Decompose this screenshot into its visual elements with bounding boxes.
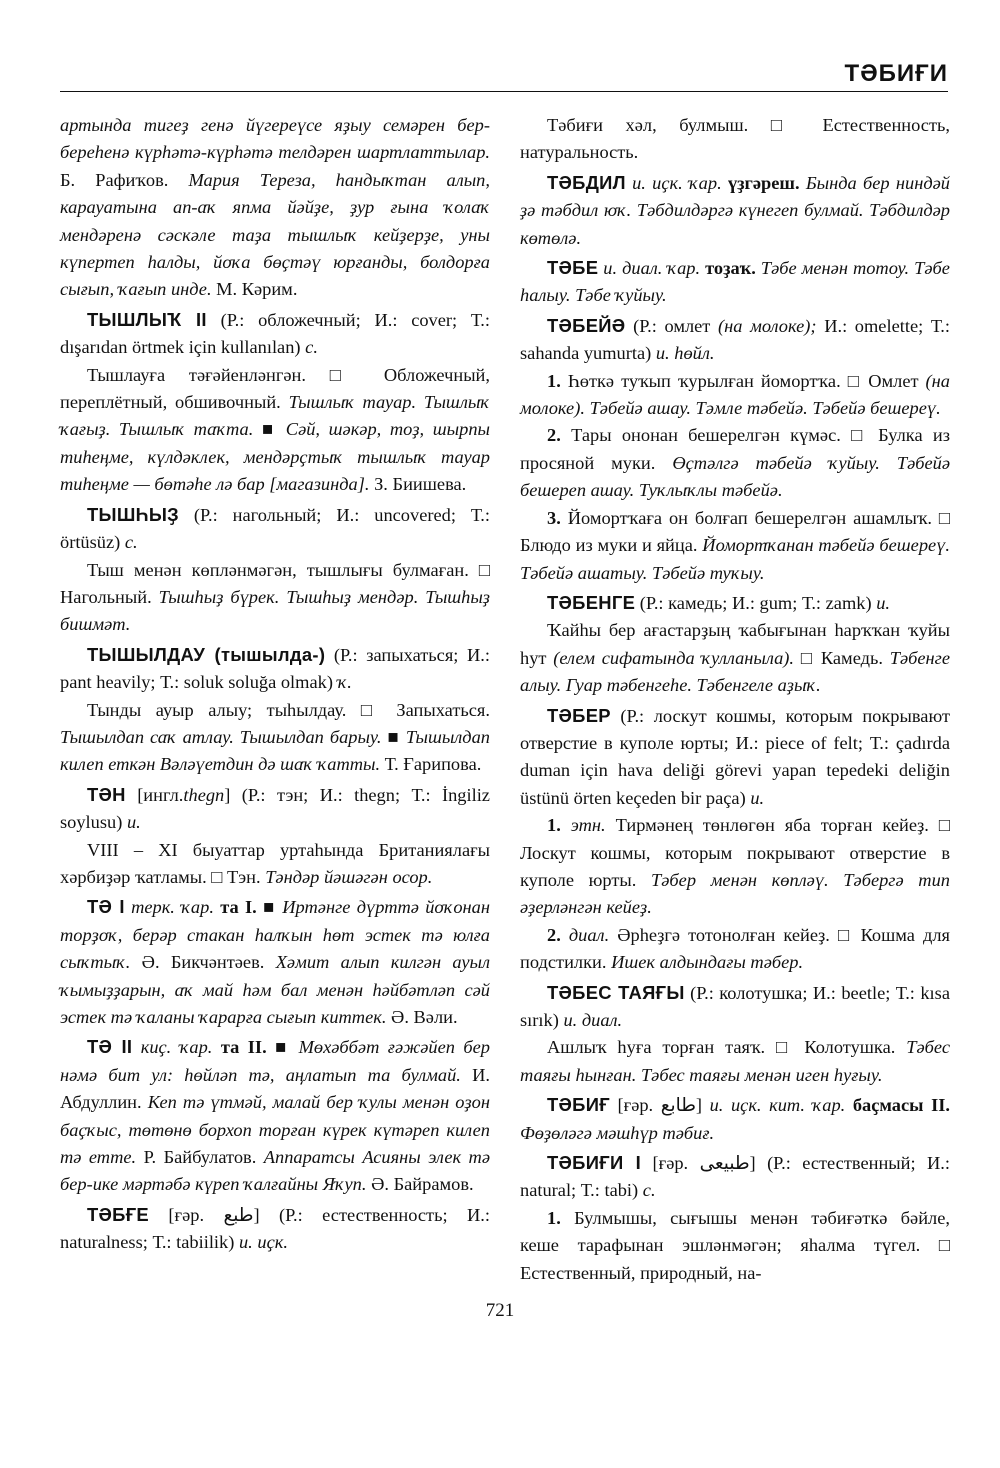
usage-label: и. диал. ҡар. — [603, 258, 701, 279]
usage-label: диал. — [568, 924, 610, 945]
example-text: Тышылдап килеп еткән Вәләүетдин дә шаҡ ҡатты. — [60, 726, 490, 775]
part-of-speech: и. иҫк. — [238, 1232, 288, 1253]
example-source: Ә. Бикчәнтәев. — [141, 952, 265, 973]
headword: ТӘН — [87, 783, 126, 805]
cross-reference: үҙгәреш. — [727, 172, 800, 193]
part-of-speech: и. һөйл. — [655, 343, 715, 364]
sense-number: 3. — [547, 507, 561, 528]
running-head: ТӘБИҒИ — [844, 60, 948, 87]
headword: ТЫШЫЛДАУ (тышылда-) — [87, 643, 326, 665]
translations: И.: omelette; Т.: sahanda yumurta) — [520, 315, 950, 364]
sense-definition: Ҡайһы бер ағастарҙың ҡабығынан һарҡҡан ҡуйы һут — [520, 620, 950, 668]
example-text: Тәбе менән тотоу. Тәбе һалыу. Тәбе ҡуйыу. — [520, 258, 950, 306]
part-of-speech: и. — [126, 812, 141, 833]
headword: ТӘ II — [87, 1036, 133, 1058]
part-of-speech: и. — [876, 592, 890, 613]
entry-tabig — [520, 1091, 950, 1147]
headword: ТӘБЕР — [547, 704, 611, 726]
example-source: И. Абдуллин. — [60, 1064, 490, 1113]
entry-sense — [60, 697, 490, 779]
translations: (Р.: обложечный; И.: cover; Т.: dışarıdan örtmek için kullanılan) — [60, 309, 491, 358]
part-of-speech: ҡ. — [337, 672, 352, 693]
headword: ТӘ I — [87, 896, 125, 918]
quote-marker-icon: ■ — [387, 726, 400, 747]
sense-definition: Тары ононан бешерелгән күмәс. □ Булка из просяной муки. — [520, 425, 950, 473]
part-of-speech: и. диал. — [563, 1010, 623, 1030]
etymology-end: ] — [749, 1153, 756, 1174]
etymology-end: ] — [253, 1204, 260, 1225]
cross-reference: тоҙаҡ. — [705, 258, 756, 279]
headword: ТӘБЕ — [547, 257, 599, 279]
etymology: [ғәр. — [617, 1095, 654, 1116]
example-text: Йомортҡанан тәбейә бешереү. Тәбейә ашатыу. Тәбейә туҡыу. — [520, 535, 950, 583]
etymology: [ингл. — [137, 784, 184, 805]
headword: ТӘБЕС ТАЯҒЫ — [547, 981, 685, 1003]
sense-number: 2. — [547, 924, 561, 945]
usage-label: этн. — [570, 815, 606, 836]
entry-ta-1 — [60, 893, 490, 1031]
example-text: Фөҙөләгә мәшһүр тәбиғ. — [520, 1122, 715, 1143]
sense-definition: Һөткә туҡып ҡурылған йомортҡа. □ Омлет — [567, 370, 919, 391]
translations: (Р.: запыхаться; И.: pant heavily; Т.: soluk soluğa olmak) — [60, 644, 490, 693]
header-rule — [60, 91, 948, 92]
entry-ta-2 — [60, 1033, 490, 1198]
entry-tabenge — [520, 589, 950, 617]
arabic-script: طبيعى — [699, 1153, 750, 1174]
example-text: Мария Тереза, һандыҡтан алып, карауатына ап-аҡ япма йәйҙе, ҙур ғына ҡолаҡ мендәренә сәскәле таҙа тышлыҡ кейҙерҙе, уны күпертеп һалды, йоҡа бөҫтәү юрғанды, болдорға сығып, ҡағып инде. — [60, 169, 490, 300]
example-source: Т. Ғарипова. — [384, 754, 482, 775]
sense-number: 2. — [547, 425, 561, 446]
example-source: Ә. Байрамов. — [371, 1174, 474, 1195]
continued-example — [60, 112, 490, 304]
example-source: З. Биишева. — [374, 474, 467, 495]
headword: ТЫШЛЫҠ II — [87, 308, 207, 330]
example-text: Кеп тә үтмәй, малай бер ҡулы менән оҙон баҫҡыс, төтөнө борхоп торған күрек күтәреп килеп тә етте. — [60, 1092, 490, 1168]
translation-note: (на молоке). — [520, 370, 950, 419]
example-text: Сәй, шәкәр, тоҙ, шырпы тиһеңме, күлдәклек, мендәрҫтыҡ тышлыҡ тауар тиһеңме — бөтәһе лә бар [магазинда]. — [60, 419, 490, 495]
page-number: 721 — [485, 1300, 515, 1321]
sense-definition: Булмышы, сығышы менән тәбиғәткә бәйле, кеше тарафынан эшләнмәгән; яһалма түгел. □ Естественный, природный, на- — [520, 1207, 950, 1283]
example-text: Тәбес таяғы һынған. Тәбес таяғы менән иген һуғыу. — [520, 1037, 950, 1085]
entry-tan — [60, 781, 490, 837]
example-source: Р. Байбулатов. — [143, 1147, 257, 1168]
entry-sense — [520, 368, 950, 423]
sense-number: 1. — [547, 370, 561, 391]
sense-definition: Тәбиғи хәл, булмыш. □ Естественность, натуральность. — [520, 115, 950, 163]
entry-taber — [520, 702, 950, 813]
sense-definition: Тыш менән көпләнмәгән, тышлығы булмаған. □ Нагольный. — [60, 559, 490, 607]
left-column — [60, 112, 490, 1257]
translations: (Р.: тэн; И.: thegn; Т.: İngiliz soylusu) — [60, 784, 490, 833]
cross-reference: та I. — [220, 897, 257, 918]
entry-sense — [520, 1205, 950, 1287]
entry-sense — [520, 922, 950, 977]
arabic-script: طبع — [223, 1204, 254, 1225]
sense-number: 1. — [547, 815, 561, 836]
usage-label: и. иҫк. ҡар. — [632, 172, 722, 193]
cross-reference: та II. — [220, 1037, 267, 1058]
entry-sense — [60, 837, 490, 892]
entry-tabge — [60, 1201, 490, 1257]
sense-definition: Тирмәнең төнлөгөн яба торған кейеҙ. □ Лоскут кошмы, которым покрывают отверстие в куполе юрты. — [520, 815, 950, 890]
example-text: Тышылдап саҡ атлау. Тышылдап барыу. — [60, 726, 382, 747]
etymology-word: thegn — [183, 784, 225, 805]
entry-tyshlyk — [60, 306, 490, 362]
sense-translation: □ Камедь. — [800, 647, 883, 668]
translations: (Р.: лоскут кошмы, которым покрывают отверстие в куполе юрты; И.: piece of felt; Т.: çadırda duman için hava deliği görevi yapan tepedeki deliğin üstünü örten keçeden bir paça) — [520, 705, 950, 808]
entry-sense — [520, 812, 950, 922]
translations: (Р.: естественный; И.: natural; Т.: tabi) — [520, 1153, 950, 1201]
sense-definition: Тынды ауыр алыу; тыһылдау. □ Запыхаться. — [87, 699, 490, 720]
translation-note: (на молоке); — [718, 315, 817, 336]
translations: (Р.: естественность; И.: naturalness; Т.: tabiilik) — [60, 1204, 490, 1253]
entry-sense — [520, 422, 950, 504]
sense-number: 1. — [547, 1207, 561, 1228]
headword: ТӘБДИЛ — [547, 171, 626, 193]
example-text: Тәбер менән көпләү. Тәбергә тип әҙерләнгән кейеҙ. — [520, 869, 950, 918]
entry-sense — [60, 362, 490, 499]
entry-tyshhyz — [60, 501, 490, 557]
arabic-script: طابع — [660, 1095, 696, 1116]
entry-tabes-tayagy — [520, 979, 950, 1035]
example-text: Өҫтәлгә тәбейә ҡуйыу. Тәбейә бешереп ашау. Туҡлыҡлы тәбейә. — [520, 452, 950, 501]
sense-definition: Йомортҡаға он болғап бешерелгән ашамлыҡ. □ Блюдо из муки и яйца. — [520, 507, 950, 556]
example-text: Хәмит алып килгән ауыл ҡымыҙҙарын, аҡ май һәм бал менән һәйбәтләп сәй эстек тә ҡаланы ҡарарға сығып киттек. — [60, 952, 490, 1027]
example-source: М. Кәрим. — [216, 279, 298, 300]
translations: (Р.: нагольный; И.: uncovered; Т.: örtüsüz) — [60, 504, 490, 553]
example-text: Тәбенге алыу. Гуар тәбенгеһе. Тәбенгеле аҙыҡ. — [520, 647, 951, 696]
quote-marker-icon: ■ — [275, 1037, 291, 1058]
headword: ТӘБҒЕ — [87, 1203, 149, 1225]
sense-definition: Тышлауға тәғәйенләнгән. □ Обложечный, переплётный, обшивочный. — [60, 364, 490, 413]
part-of-speech: с. — [124, 532, 138, 553]
headword: ТӘБИҒИ I — [547, 1152, 642, 1174]
etymology-end: ] — [695, 1095, 703, 1116]
example-text: артында тигеҙ генә йүгереүсе яҙыу семәрен бер-береһенә күрһәтә-күрһәтә телдәрен шартлаттылар. — [60, 115, 490, 163]
usage-note: (елем сифатында ҡулланыла). — [553, 647, 795, 668]
etymology-end: ] — [224, 784, 231, 805]
example-text: Тышлыҡ тауар. Тышлыҡ ҡағыҙ. Тышлыҡ таҡта. — [60, 392, 490, 440]
entry-tabigi-1 — [520, 1149, 950, 1205]
entry-sense — [520, 505, 950, 587]
etymology: [ғәр. — [168, 1204, 205, 1225]
usage-label: терк. ҡар. — [131, 897, 214, 918]
headword: ТӘБИҒ — [547, 1094, 610, 1116]
translations: (Р.: колотушка; И.: beetle; Т.: kısa sırık) — [520, 982, 950, 1030]
usage-label: и. иҫк. кит. ҡар. — [709, 1095, 846, 1116]
part-of-speech: и. — [750, 787, 765, 808]
part-of-speech: с. — [642, 1180, 656, 1201]
example-text: Бында бер ниндәй ҙә тәбдил юҡ. Тәбдилдәргә күнегеп булмай. Тәбдилдәр көтөлә. — [520, 172, 950, 248]
translations: (Р.: омлет — [633, 315, 711, 336]
example-text: Тәндәр йәшәгән осор. — [265, 866, 433, 887]
right-column — [520, 112, 950, 1287]
sense-definition: Ашлыҡ һуға торған таяҡ. □ Колотушка. — [547, 1037, 896, 1058]
sense-definition: VIII – XI быуаттар уртаһында Британиялағы хәрбиҙәр ҡатламы. □ Тэн. — [60, 839, 490, 887]
headword: ТӘБЕНГЕ — [547, 591, 636, 613]
translations: (Р.: камедь; И.: gum; Т.: zamk) — [639, 592, 872, 613]
example-text: Аппаратсы Асияны элек тә бер-ике мәртәбә күреп ҡалғайны Яҡуп. — [60, 1147, 490, 1195]
example-source: Ә. Вәли. — [391, 1007, 458, 1027]
entry-sense — [520, 617, 950, 699]
entry-tabdil — [520, 169, 950, 252]
quote-marker-icon: ■ — [263, 897, 276, 918]
example-text: Иртәнге дүрттә йоҡонан торҙоҡ, берәр стакан һалҡын һөт эстек тә юлға сыҡтыҡ. — [60, 897, 490, 973]
quote-marker-icon: ■ — [262, 419, 278, 440]
entry-sense — [520, 112, 950, 167]
cross-reference: баҫмасы II. — [852, 1095, 950, 1116]
entry-sense — [60, 557, 490, 639]
part-of-speech: с. — [305, 337, 318, 358]
usage-label: киҫ. ҡар. — [140, 1037, 213, 1058]
entry-tyshyldau — [60, 641, 490, 697]
etymology: [ғәр. — [652, 1153, 689, 1174]
example-text: Ишек алдындағы тәбер. — [611, 952, 804, 973]
example-text: Тышһыҙ бүрек. Тышһыҙ мендәр. Тышһыҙ бишмәт. — [60, 586, 490, 635]
entry-tabe — [520, 254, 950, 310]
headword: ТӘБЕЙӘ — [547, 314, 626, 336]
entry-tabeya — [520, 312, 950, 368]
entry-sense — [520, 1034, 950, 1089]
example-text: Тәбейә ашау. Тәмле тәбейә. Тәбейә бешереү. — [589, 398, 941, 419]
sense-definition: Әрһеҙгә тотонолған кейеҙ. □ Кошма для подстилки. — [520, 924, 950, 973]
headword: ТЫШҺЫҘ — [87, 503, 179, 525]
example-text: Мөхәббәт ғәжәйеп бер нәмә бит ул: һөйләп тә, аңлатып та булмай. — [60, 1037, 491, 1085]
example-source: Б. Рафиҡов. — [60, 169, 169, 190]
